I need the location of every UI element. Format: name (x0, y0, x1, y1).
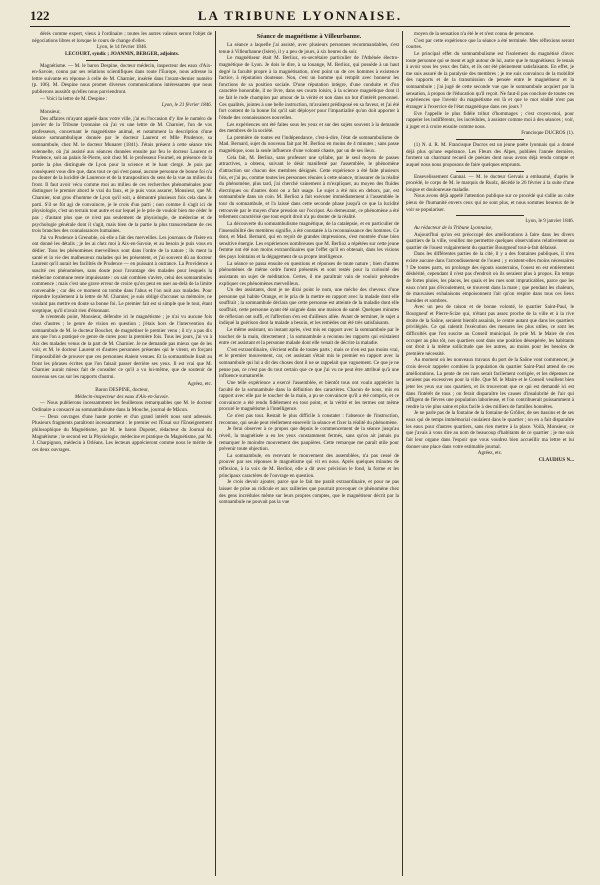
footnote: (1) N. d. R. M. Francisque Ducros est un jeune poète lyonnais qui a donné déjà plus qu'une espérance. Les Fleurs des Alpes, publiées l'année dernière, forment un charmant recueil de poésies dont nous avons déjà rendu compte et auquel nous nous proposons de faire quelques emprunts. (406, 142, 574, 168)
paragraph: Je crois devoir ajouter, parce que le fait me paraît extraordinaire, et pour ne pas laisser de prise au ridicule et aux railleries que pourrait provoquer ce phénomène chez des gens incrédules même sur leurs propres comptes, que le magnétiseur décrit par la somnambule ne pouvait pas la vue (219, 479, 399, 506)
paragraph: Les expériences ont été faites sous les yeux et sur des sujets souvent à la demande des membres de la société. (219, 121, 399, 135)
paragraph: Au rédacteur de la Tribune Lyonnaise, (414, 224, 493, 231)
column-rule (215, 31, 216, 876)
column-3 (406, 31, 574, 881)
paragraph: Aujourd'hui qu'on est préoccupé des améliorations à faire dans les divers quartiers de la ville, veuillez me permettre quelques observations relativement au quartier de l'ouest vulgairement du quartier Bourgneuf tout-à-fait délaissé. (406, 231, 574, 251)
paragraph: Je n'entends point, Monsieur, défendre ici le magnétisme ; je n'ai vu aucune fois chez d'autres ; le genre de vision en question ; j'étais hors de l'intervention du somnambule de M. le docteur Bouchet, de magnétiser le premier venu ; il n'y a pas dix ans que l'on a pratiqué ce genre de cures pour la première fois. Tous les jours, j'ai vu à Aix des malades venus de la part de M. Charnier. Je ne demande pas mieux que de les voir, et M. le docteur Laurent et d'autres personnes présentes qui le virent, en forçant l'impossibilité de prouver que ces personnes étaient venues. Et la somnambule lisait au front les phrases écrites que l'on faisait passer derrière ses yeux. Il est vrai que M. Charnier aurait mieux fait de consulter ce qu'il a vu lui-même, que de soutenir de nouveau ses cas sur les rapports d'autrui. (32, 314, 212, 380)
paragraph: La séance a laquelle j'ai assisté, avec plusieurs personnes recommandables, s'est tenue à Villeurbanne (Isère), il y a peu de jours, à six heures du soir. (219, 42, 399, 55)
paragraph: Un des assistants, dont je ne dirai point le nom, une mèche des cheveux d'une personne qui habite Orange, et le pria de la mettre en rapport avec la malade dont elle souffrait ; la somnambule déclara que cette personne est atteinte de la maladie dont elle souffrait, cette personne ayant été soignée dans une maison de santé. Quelques minutes de réflexion ont suffi, et l'affection s'en est d'ailleurs allée. Avant de terminer, le sujet a indiqué la guérison dont la malade a besoin, et les remèdes ont été très satisfaisants. (219, 287, 399, 327)
separator-rule (456, 215, 523, 216)
paragraph: La première de toutes est l'indépendance, c'est-à-dire, l'état de somnambulisme de Mad. Bernard, sujet du nouveau fait par M. Berlioz en moins de 4 minutes ; sans passe magnétique, sous la seule influence d'une volonté chaste, par un de ses lieux. (219, 134, 399, 154)
paragraph: Le principal effet du somnambulisme est l'isolement du magnétisé d'avec toute personne qui se meut et agit autour de lui, autre que le magnétiseur. Je tenais à avoir sous les yeux des faits, et ils ont été pleinement satisfaisants. En effet, je me suis assuré de la paralysie des membres ; je me suis convaincu de la mobilité des rapports et de la transmission de pensée entre le magnétiseur et la somnambule ; j'ai jugé de cette seconde vue que le somnambule acquiert par la sensation, à propos de l'éducation qu'il reçoit. Ne faut-il pas conclure de toutes ces expériences que l'avenir du magnétisme est là et que le mot réalité n'est pas étranger à l'exercice de l'état magnétique dans ces jours ? (406, 50, 574, 110)
paragraph: moyen de la sensation n'a été le et n'est connu de personne. (414, 31, 535, 37)
paragraph: Au moment où les nouveaux travaux du port de la Saône vont commencer, je crois devoir rappeler combien la population du quartier Saint-Paul attend de ces améliorations. La pente de ces rues serait facilement corrigée, et les dépenses ne seraient pas excessives pour la ville. Que M. le Maire et le Conseil veuillent bien jeter les yeux sur nos quartiers, et ils trouveront que ce qui est demandé ici est dans l'intérêt de tous ; on ferait disparaître les causes d'insalubrité de l'air qui affligent de fièvres une population laborieuse, et l'on contribuerait puissamment à rendre la vie plus saine et plus facile à des milliers de familles honnêtes. (406, 357, 574, 410)
paragraph: Je ferai observer à ce propos que depuis le commencement de la séance jusqu'au réveil, la magnétisée a eu les yeux constamment fermés, sans qu'on ait jamais pu remarquer le moindre mouvement des paupières. Cette remarque me paraît utile pour prévenir toute objection. (219, 426, 399, 453)
signature: LECOURT, syndic ; JOANNIN, BERGER, adjoints. (65, 50, 179, 57)
column-rule (402, 31, 403, 876)
newspaper-title: LA TRIBUNE LYONNAISE. (197, 8, 403, 23)
salutation: Monsieur, (40, 108, 61, 115)
paragraph: — Deux ouvrages d'une haute portée et d'un grand intérêt nous sont adressés. Plusieurs fragments paraîtront incessamment : le premier est l'Essai sur l'Enseignement philosophique du Magnétisme, par M. le baron Dupotet, rédacteur du Journal du Magnétisme ; le second est la Physiologie, médecine et pratique du Magnétisme, par M. J. Charpignon, médecin à Orléans. Les lecteurs apprécieront comme nous le mérite de ces deux ouvrages. (32, 413, 212, 453)
article-heading: Séance de magnétisme à Villeurbanne. (256, 33, 362, 40)
paragraph: Ce n'est pas tout. Restait le plus difficile à constater : l'absence de l'instruction, reconnue, qui seule peut réellement ensevelir la séance et fixer la réalité du phénomène. (219, 413, 399, 426)
column-2 (219, 31, 399, 881)
signature-name: Baron DESPINE, docteur, (95, 387, 149, 394)
paragraph: — Nous publierons incessamment les feuilletons remarquables que M. le docteur Ordinaire a consacré au somnambulisme dans la Mouche, journal de Mâcon. (32, 400, 212, 413)
signature: Francisque DUCROS (1). (521, 130, 574, 137)
paragraph: Cela fait, M. Berlioz, sans professer une syllabe, par le seul moyen de passes attractives, a obtenu, suivant le désir manifesté par l'assemblée, le phénomène d'attraction sur chacun des membres désignés. Cette expérience a été faite plusieurs fois, et j'ai pu, comme toutes les personnes réunies à cette séance, m'assurer de la réalité du phénomène, plus tard, j'ai cherché vainement à m'expliquer, au moyen des fluides électriques ou d'autres dont on a fait usage. Le sujet a été mis en dehors, par, est somnambule dans un coin. M. Berlioz a fait exécuter immédiatement à l'assemblée le tour du somnambule, et l'a laissé dans cette seconde phase jusqu'à ce que la lucidité retrouvée par le moyen d'une pression sur l'occiput. Au demeurant, ce phénomène a été tellement caractérisé que tout esprit droit n'a pu douter de la réalité. (219, 154, 399, 221)
page-number: 122 (30, 8, 50, 23)
signature: CLAUDIUS N... (538, 456, 574, 463)
paragraph: Je ne parle pas de la fontaine de la fontaine de Grôlier, de ses bassins et de ses eaux qui de temps immémorial coulaient dans le quartier ; on en a fait disparaître les eaux pour d'autres quartiers, sans rien mettre à la place. Voilà, Monsieur, ce que j'avais à vous dire au nom de beaucoup d'habitants de ce quartier ; je me suis fait leur organe dans l'espoir que vous voudrez bien accueillir ma lettre et lui donner une place dans votre estimable journal. (406, 410, 574, 450)
paragraph: Dans les différentes parties de la cité, il y a des fontaines publiques, il n'en existe aucune dans l'arrondissement de l'ouest ; y existent-elles moins nécessaires ? De toutes parts, on prolonge des égouts souterrains, l'ouest en est entièrement déshérité, cependant il n'est pas d'endroit où ils seraient plus à propos. En temps de fortes pluies, les places, les quais et les rues sont impraticables, parce que les eaux n'ont pas d'écoulement, se trouvent dans la mare ; que pendant les chaleurs, de mauvaises exhalaisons empoisonnent l'air qu'on respire dans tous ces lieux humides et sombres. (406, 251, 574, 304)
separator-rule (86, 60, 158, 61)
closing: Agréez, etc. (187, 380, 212, 387)
paragraph: C'est extraordinaire, s'écrient enfin de toutes parts ; mais ce n'en est pas moins vrai, et le premier mouvement, car, cet assistant s'était mis le premier en rapport avec la somnambule qui lui a dit des choses dont il ne se rappelait que vaguement. Ce que je ne pense pas, ce n'est pas du tout certain que ce que j'ai vu ne peut être attribué qu'à une influence surnaturelle. (219, 346, 399, 380)
paragraph: Le magnétiseur était M. Berlioz, ex-secrétaire particulier de l'Athénée électro-magnétique de Lyon. Je dois le dire, à sa louange, M. Berlioz, qui possède à un haut degré la faculté propre à la magnétisation, n'est point un de ces hommes à existence factice, à réputation douteuse. Non, c'est un homme qui remplit avec honneur les fonctions de sa position sociale. D'une réputation intègre, d'une conduite et d'un caractère honorable, il ne livre, dans ses courts loisirs, à la science magnétique dont il ne fait le rude champion par amour de la vérité et non dans un but d'intérêt personnel. Ces qualités, jointes à une belle instruction, m'avaient prédisposé en sa faveur, et j'ai été fort content de la bonne foi qu'il sait déployer pour l'impartialité qu'on doit apporter à l'étude des connaissances nouvelles. (219, 55, 399, 121)
paragraph: Des affaires m'ayant appelé dans votre ville, j'ai eu l'occasion d'y lire le numéro de janvier de la Tribune lyonnaise où j'ai vu une lettre de M. Charnier, l'un de vos professeurs, concernant le magnétisme animal, et notamment la description d'une séance somnambulique donnée par le docteur Laurent et Mlle Prudence, sa somnambule, chez M. le docteur Munaret (1841). J'étais présent à cette séance très solennelle, où j'ai assisté aux séances données ensuite par feu le docteur Laurent et Prudence, soit au palais St-Pierre, soit chez M. le professeur Fournel, en présence de la partie la plus distinguée de Lyon pour la science et le haut clergé. Je puis par conséquent vous dire que, dans tout ce qui s'est passé, aucune personne de bonne foi n'a pu douter de la lucidité de Laurence et de la transposition du sens de la vue au milieu du front. Il faut avoir vécu comme moi au milieu de ces recherches phénoménales pour distinguer le premier abord le vrai du faux, et je puis vous assurer, Monsieur, que M. Charnier, tout gros d'homme de Lyon qu'il soit, a démontré plusieurs fois cela dans le parti. S'il se fût agi de convaincre, je le crois d'un parti ; non comme il s'agit ici de physiologie, c'est un terrain tout autre et sur lequel je le prie de vouloir bien me céder le pas ; d'autant plus que ce n'est pas seulement de physiologie, de médecine et de psychologie générale dont il s'agit, mais bien de la partie la plus transcendante de ces trois branches des connaissances humaines. (32, 115, 212, 235)
closing: Agréez, etc. (477, 450, 503, 457)
dateline: Lyon, le 21 février 1846. (161, 102, 212, 109)
paragraph: — Voici la lettre de M. Despine : (40, 95, 108, 102)
paragraph: dérés comme expert, vieux à l'ordinaire ; toutes les autres valeurs seront l'objet de négociations libres et lorsque le cours de change d'elles. (32, 31, 212, 44)
paragraph: Avec un peu de raison et de bonne volonté, le quartier Saint-Paul, le Bourgneuf et Pierre-Scize qui, n'étant pas assez proche de la ville et à la rive droite de la Saône, seraient bientôt assainis, le centre autant que dans les quartiers privilégiés. Ce qui ralentit l'exécution des mesures les plus utiles, ce sont les difficultés que l'on suscite au Conseil municipal. Je prie M. le Maire de s'en occuper au plus tôt, nos quartiers sont dans une position désespérée, les habitants ont droit à la même sollicitude que les autres, au moins pour les besoins de première nécessité. (406, 304, 574, 357)
dateline: Lyon, le 14 février 1846. (96, 44, 148, 51)
paragraph: Magnétisme. — M. le baron Despine, docteur médecin, inspecteur des eaux d'Aix-en-Savoie, connu par ses relations scientifiques dans toute l'Europe, nous adresse la lettre suivante en réponse à celle de M. Charnier, insérée dans l'avant-dernier numéro (p. 106). M. Despine nous promet diverses communications intéressantes que nous publierons aussitôt qu'elles nous parviendront. (32, 62, 212, 95)
paragraph: Eve l'appelle le plus fidèle tribut d'hommages ; c'est croyez-moi, pour rappeler les indifférents, les incrédules, à assister comme moi à des séances ; voir, à juger et à croire ensuite comme nous. (406, 110, 574, 130)
paragraph: Nous avons déjà appelé l'attention publique sur ce procédé qui s'allie au culte pieux de l'humanité envers ceux qui ne sont plus, et nous sommes heureux de le voir se populariser. (406, 193, 574, 213)
column-1 (32, 31, 212, 881)
paragraph: C'est par cette expérience que la séance a été terminée. Mes réflexions seront courtes. (406, 37, 574, 51)
dateline: Lyon, le 9 janvier 1846. (525, 218, 574, 225)
paragraph: La découverte du somnambulisme magnétique, de la catalepsie, et en particulier de l'insensibilité des membres signifie, a été constatée à la reconnaissance des hommes. Ce dont, et Mad. Bernard, qui en reçoit de grandes impressions, s'est montrée d'une bien sensitive énergie. Les expériences nombreuses que M. Berlioz a répétées sur cette jeune femme ont été non moins extraordinaires que l'effet qu'il en obtenait, dans les visions des pays lointains et la dégagement de sa propre intelligence. (219, 220, 399, 260)
paragraph: Ensevelissement Gannal. — M. le docteur Gervais a embaumé, d'après le procédé, le corps de M. le marquis de Ruolz, décédé le 26 février à la suite d'une longue et douloureuse maladie. (406, 173, 574, 193)
paragraph: Le même assistant, un instant après, s'est mis en rapport avec la somnambule par le toucher de la main, directement ; la somnambule a reconnu les rapports qui existaient entre cet assistant et la personne malade dont elle venait de décrire la maladie. (219, 326, 399, 347)
separator-rule (456, 171, 523, 172)
page-header (30, 6, 570, 27)
paragraph: Une telle expérience a exercé l'assemblée, et bientôt tous ont voulu apprécier la faculté de la somnambule dans la définition des caractères. Chacun de nous, mis en rapport avec elle par le toucher de la main, a pu se convaincre qu'il a été compris, et ce convaincre a été rendu fidèlement en tout point, et la vérité et les termes ont même procuré le magnétisme à l'intelligence. (219, 379, 399, 413)
paragraph: La somnambule, en recevant le mouvement des assemblées, n'a pas cessé de prouver par ses réponses le magnétisme qui vit en nous. Après quelques minutes de réflexion, à la voix de M. Berlioz, elle a dit avec précision le fond, la forme et les principaux caractères de l'ouvrage en question. (219, 452, 399, 479)
signature-title: Médecin-inspecteur des eaux d'Aix-en-Savoie. (74, 393, 170, 400)
paragraph: La séance se passa ensuite en questions et réponses de toute nature ; bien d'autres phénomènes de même ordre furent présentés et sont restés pour la curiosité des assistants un sujet de méditation. Certes, il me paraîtrait vain de vouloir prétendre expliquer ces phénomènes merveilleux. (219, 260, 399, 287)
separator-rule (456, 139, 523, 140)
paragraph: J'ai vu Prudence à Grenoble, où elle a fait des merveilles. Les journaux de l'Isère en ont donné les détails ; je les ai chez moi à Aix-en-Savoie, et au besoin je puis vous en dédier. Tous les phénomènes merveilleux sont dans l'ordre de la nature ; ils ment la santé et la vie des malheureux malades qui les présentent, et j'ai souvent dû au docteur Laurent qu'il aurait les facilités de Prudence — en puissant à outrance. La Providence a suscité ces phénomènes, sans doute pour l'avantage des malades pour lesquels la médecine commune reste impuissante : on sait combien s'avère, celui des somnambules commence ; mais c'est une grave erreur de croire qu'on peut en user au-delà de la limite convenable ; car dès ce moment on tombe dans l'abus et l'on nuit aux malades. Pour répondre loyalement à la lettre de M. Charnier, je suis obligé d'accuser sa mémoire, ne voulant pas mettre en doute sa bonne foi. Le premier fait est si simple que le tout, étant sceptique, qu'il n'avait rien d'étonnant. (32, 234, 212, 314)
